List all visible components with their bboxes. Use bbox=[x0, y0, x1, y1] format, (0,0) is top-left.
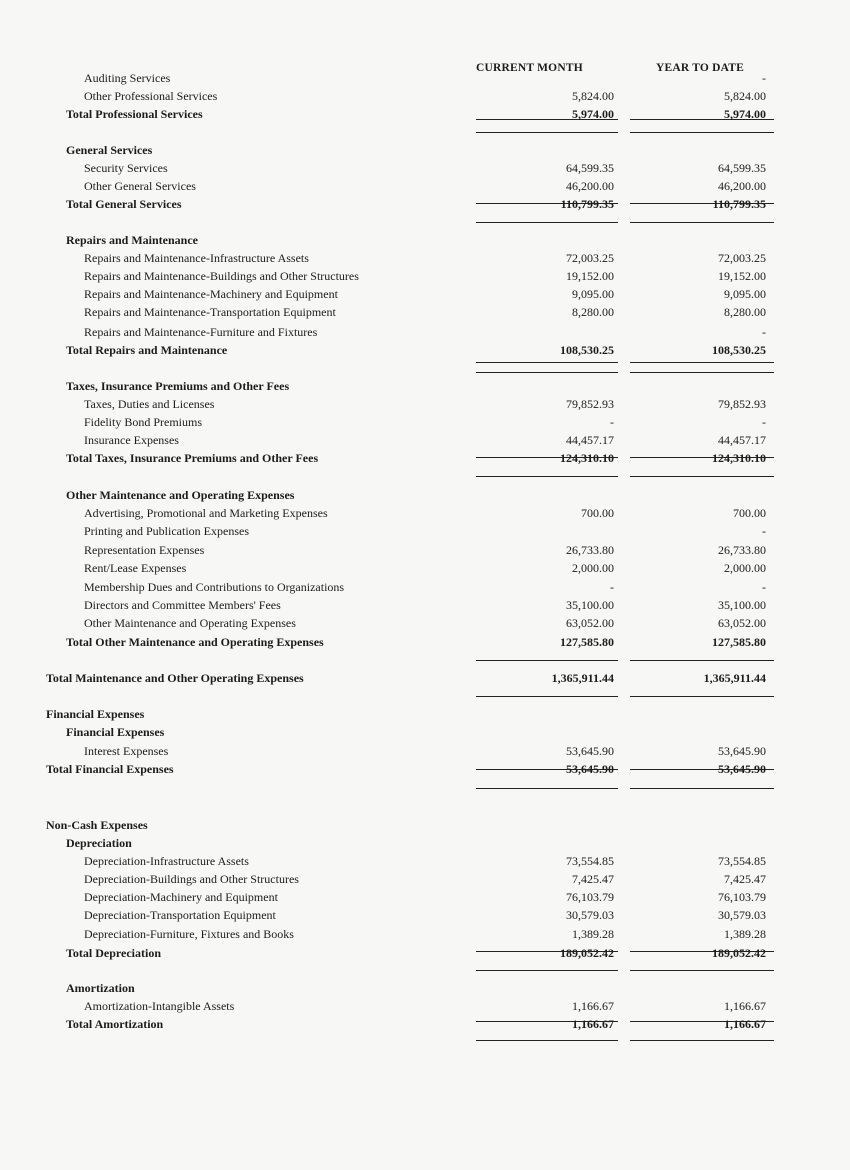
current-month-value: 7,425.47 bbox=[572, 872, 614, 886]
statement-row bbox=[0, 742, 850, 760]
total-underline bbox=[630, 362, 774, 363]
statement-row bbox=[0, 925, 850, 943]
total-underline bbox=[630, 788, 774, 789]
year-to-date-value: 30,579.03 bbox=[718, 908, 766, 922]
year-to-date-value: 44,457.17 bbox=[718, 433, 766, 447]
total-underline bbox=[476, 951, 618, 952]
current-month-value: 35,100.00 bbox=[566, 598, 614, 612]
current-month-value: 700.00 bbox=[581, 506, 614, 520]
year-to-date-value: 1,389.28 bbox=[724, 927, 766, 941]
row-label: Amortization bbox=[66, 981, 135, 995]
year-to-date-value: 700.00 bbox=[733, 506, 766, 520]
year-to-date-value: 2,000.00 bbox=[724, 561, 766, 575]
statement-row bbox=[0, 522, 850, 540]
row-label: Financial Expenses bbox=[46, 707, 145, 721]
row-label: Total Maintenance and Other Operating Expenses bbox=[46, 671, 304, 685]
statement-row bbox=[0, 413, 850, 431]
row-label: Amortization-Intangible Assets bbox=[84, 999, 235, 1013]
current-month-value: 26,733.80 bbox=[566, 543, 614, 557]
statement-row bbox=[0, 69, 850, 87]
current-month-value: 110,799.35 bbox=[560, 197, 614, 211]
total-underline bbox=[630, 696, 774, 697]
current-month-value: 9,095.00 bbox=[572, 287, 614, 301]
statement-row bbox=[0, 541, 850, 559]
year-to-date-value: 189,052.42 bbox=[712, 946, 766, 960]
row-label: Depreciation-Infrastructure Assets bbox=[84, 854, 249, 868]
year-to-date-value: 9,095.00 bbox=[724, 287, 766, 301]
year-to-date-value: 79,852.93 bbox=[718, 397, 766, 411]
row-label: Other Maintenance and Operating Expenses bbox=[66, 488, 295, 502]
row-label: Taxes, Insurance Premiums and Other Fees bbox=[66, 379, 290, 393]
year-to-date-value: 8,280.00 bbox=[724, 305, 766, 319]
statement-row-heading bbox=[0, 944, 850, 962]
row-label: Depreciation-Furniture, Fixtures and Books bbox=[84, 927, 294, 941]
year-to-date-value: 73,554.85 bbox=[718, 854, 766, 868]
statement-row-heading bbox=[0, 1015, 850, 1033]
total-underline bbox=[630, 1040, 774, 1041]
statement-row bbox=[0, 87, 850, 105]
row-label: Other General Services bbox=[84, 179, 196, 193]
total-underline bbox=[476, 203, 618, 204]
year-to-date-value: - bbox=[762, 580, 766, 594]
current-month-value: 64,599.35 bbox=[566, 161, 614, 175]
statement-row bbox=[0, 303, 850, 321]
year-to-date-value: 1,365,911.44 bbox=[703, 671, 766, 685]
year-to-date-value: - bbox=[762, 415, 766, 429]
row-label: Depreciation-Machinery and Equipment bbox=[84, 890, 278, 904]
statement-row-heading bbox=[0, 377, 850, 395]
current-month-value: - bbox=[610, 415, 614, 429]
current-month-value: 30,579.03 bbox=[566, 908, 614, 922]
year-to-date-header: YEAR TO DATE bbox=[656, 62, 745, 74]
statement-row-heading bbox=[0, 449, 850, 467]
row-label: Non-Cash Expenses bbox=[46, 818, 148, 832]
current-month-value: 72,003.25 bbox=[566, 251, 614, 265]
current-month-value: 63,052.00 bbox=[566, 616, 614, 630]
year-to-date-value: 64,599.35 bbox=[718, 161, 766, 175]
statement-row-heading bbox=[0, 979, 850, 997]
total-underline bbox=[476, 476, 618, 477]
year-to-date-value: 127,585.80 bbox=[712, 635, 766, 649]
row-label: Depreciation-Buildings and Other Structures bbox=[84, 872, 299, 886]
row-label: Repairs and Maintenance-Buildings and Other Structures bbox=[84, 269, 359, 283]
total-underline bbox=[630, 970, 774, 971]
current-month-value: 73,554.85 bbox=[566, 854, 614, 868]
current-month-value: 79,852.93 bbox=[566, 397, 614, 411]
row-label: Repairs and Maintenance bbox=[66, 233, 198, 247]
total-underline bbox=[630, 476, 774, 477]
current-month-value: 76,103.79 bbox=[566, 890, 614, 904]
row-label: Total Other Maintenance and Operating Expenses bbox=[66, 635, 324, 649]
statement-row bbox=[0, 285, 850, 303]
total-underline bbox=[630, 457, 774, 458]
statement-row bbox=[0, 504, 850, 522]
statement-row bbox=[0, 323, 850, 341]
row-label: Advertising, Promotional and Marketing Expenses bbox=[84, 506, 328, 520]
statement-row bbox=[0, 870, 850, 888]
row-label: Total General Services bbox=[66, 197, 182, 211]
year-to-date-value: 108,530.25 bbox=[712, 343, 766, 357]
total-underline bbox=[476, 660, 618, 661]
year-to-date-value: 19,152.00 bbox=[718, 269, 766, 283]
current-month-value: 44,457.17 bbox=[566, 433, 614, 447]
current-month-value: 124,310.10 bbox=[560, 451, 614, 465]
row-label: Repairs and Maintenance-Furniture and Fixtures bbox=[84, 325, 318, 339]
total-underline bbox=[476, 769, 618, 770]
current-month-value: 108,530.25 bbox=[560, 343, 614, 357]
statement-row bbox=[0, 614, 850, 632]
current-month-value: 46,200.00 bbox=[566, 179, 614, 193]
statement-row bbox=[0, 578, 850, 596]
total-underline bbox=[630, 119, 774, 120]
current-month-value: 1,166.67 bbox=[572, 1017, 614, 1031]
total-underline bbox=[630, 951, 774, 952]
current-month-value: 8,280.00 bbox=[572, 305, 614, 319]
statement-row-heading bbox=[0, 834, 850, 852]
current-month-value: 127,585.80 bbox=[560, 635, 614, 649]
total-underline bbox=[476, 362, 618, 363]
year-to-date-value: - bbox=[762, 325, 766, 339]
total-underline bbox=[476, 788, 618, 789]
current-month-value: 53,645.90 bbox=[566, 744, 614, 758]
total-underline bbox=[630, 769, 774, 770]
statement-row bbox=[0, 596, 850, 614]
statement-row bbox=[0, 159, 850, 177]
total-underline bbox=[476, 457, 618, 458]
total-underline bbox=[476, 1040, 618, 1041]
year-to-date-value: 26,733.80 bbox=[718, 543, 766, 557]
statement-row bbox=[0, 906, 850, 924]
year-to-date-value: 46,200.00 bbox=[718, 179, 766, 193]
statement-row-heading bbox=[0, 341, 850, 359]
current-month-value: 2,000.00 bbox=[572, 561, 614, 575]
total-underline bbox=[630, 372, 774, 373]
row-label: Total Repairs and Maintenance bbox=[66, 343, 228, 357]
statement-row bbox=[0, 431, 850, 449]
total-underline bbox=[476, 372, 618, 373]
statement-row-heading bbox=[0, 723, 850, 741]
year-to-date-value: 1,166.67 bbox=[724, 1017, 766, 1031]
year-to-date-value: 72,003.25 bbox=[718, 251, 766, 265]
year-to-date-value: 5,974.00 bbox=[724, 107, 766, 121]
total-underline bbox=[476, 222, 618, 223]
statement-row-heading bbox=[0, 486, 850, 504]
total-underline bbox=[630, 132, 774, 133]
year-to-date-value: 63,052.00 bbox=[718, 616, 766, 630]
row-label: Repairs and Maintenance-Transportation Equipment bbox=[84, 305, 336, 319]
row-label: Depreciation bbox=[66, 836, 132, 850]
row-label: Security Services bbox=[84, 161, 168, 175]
statement-row bbox=[0, 249, 850, 267]
row-label: Depreciation-Transportation Equipment bbox=[84, 908, 276, 922]
current-month-value: 5,824.00 bbox=[572, 89, 614, 103]
statement-row-heading bbox=[0, 105, 850, 123]
current-month-header: CURRENT MONTH bbox=[476, 62, 583, 74]
year-to-date-value: 35,100.00 bbox=[718, 598, 766, 612]
statement-row bbox=[0, 852, 850, 870]
year-to-date-value: 5,824.00 bbox=[724, 89, 766, 103]
statement-row bbox=[0, 888, 850, 906]
total-underline bbox=[476, 970, 618, 971]
row-label: Auditing Services bbox=[84, 71, 171, 85]
statement-row bbox=[0, 559, 850, 577]
statement-row bbox=[0, 997, 850, 1015]
statement-row-heading bbox=[0, 633, 850, 651]
total-underline bbox=[630, 203, 774, 204]
row-label: Printing and Publication Expenses bbox=[84, 524, 249, 538]
current-month-value: 53,645.90 bbox=[566, 762, 614, 776]
row-label: Interest Expenses bbox=[84, 744, 169, 758]
year-to-date-value: 53,645.90 bbox=[718, 762, 766, 776]
year-to-date-value: 110,799.35 bbox=[712, 197, 766, 211]
row-label: Representation Expenses bbox=[84, 543, 205, 557]
year-to-date-value: - bbox=[762, 524, 766, 538]
row-label: Total Professional Services bbox=[66, 107, 203, 121]
statement-row-heading bbox=[0, 141, 850, 159]
total-underline bbox=[476, 696, 618, 697]
total-underline bbox=[476, 1021, 618, 1022]
year-to-date-value: 124,310.10 bbox=[712, 451, 766, 465]
row-label: Repairs and Maintenance-Infrastructure Assets bbox=[84, 251, 309, 265]
row-label: Total Depreciation bbox=[66, 946, 161, 960]
statement-row-heading bbox=[0, 669, 850, 687]
total-underline bbox=[476, 132, 618, 133]
current-month-value: 189,052.42 bbox=[560, 946, 614, 960]
total-underline bbox=[630, 1021, 774, 1022]
statement-row-heading bbox=[0, 231, 850, 249]
total-underline bbox=[630, 660, 774, 661]
statement-row-heading bbox=[0, 705, 850, 723]
total-underline bbox=[476, 119, 618, 120]
row-label: Other Maintenance and Operating Expenses bbox=[84, 616, 296, 630]
row-label: Repairs and Maintenance-Machinery and Equipment bbox=[84, 287, 338, 301]
row-label: Total Financial Expenses bbox=[46, 762, 174, 776]
year-to-date-value: 53,645.90 bbox=[718, 744, 766, 758]
row-label: Other Professional Services bbox=[84, 89, 218, 103]
row-label: Fidelity Bond Premiums bbox=[84, 415, 203, 429]
statement-row bbox=[0, 177, 850, 195]
row-label: General Services bbox=[66, 143, 153, 157]
current-month-value: - bbox=[610, 580, 614, 594]
row-label: Membership Dues and Contributions to Organizations bbox=[84, 580, 345, 594]
row-label: Insurance Expenses bbox=[84, 433, 179, 447]
current-month-value: 1,166.67 bbox=[572, 999, 614, 1013]
row-label: Total Taxes, Insurance Premiums and Other Fees bbox=[66, 451, 319, 465]
current-month-value: 19,152.00 bbox=[566, 269, 614, 283]
row-label: Total Amortization bbox=[66, 1017, 164, 1031]
current-month-value: 1,365,911.44 bbox=[551, 671, 614, 685]
statement-row-heading bbox=[0, 195, 850, 213]
year-to-date-value: - bbox=[762, 71, 766, 85]
statement-row-heading bbox=[0, 816, 850, 834]
row-label: Financial Expenses bbox=[66, 725, 165, 739]
year-to-date-value: 76,103.79 bbox=[718, 890, 766, 904]
row-label: Directors and Committee Members' Fees bbox=[84, 598, 281, 612]
total-underline bbox=[630, 222, 774, 223]
current-month-value: 5,974.00 bbox=[572, 107, 614, 121]
row-label: Taxes, Duties and Licenses bbox=[84, 397, 215, 411]
year-to-date-value: 1,166.67 bbox=[724, 999, 766, 1013]
statement-row bbox=[0, 267, 850, 285]
row-label: Rent/Lease Expenses bbox=[84, 561, 187, 575]
current-month-value: 1,389.28 bbox=[572, 927, 614, 941]
statement-row bbox=[0, 395, 850, 413]
year-to-date-value: 7,425.47 bbox=[724, 872, 766, 886]
